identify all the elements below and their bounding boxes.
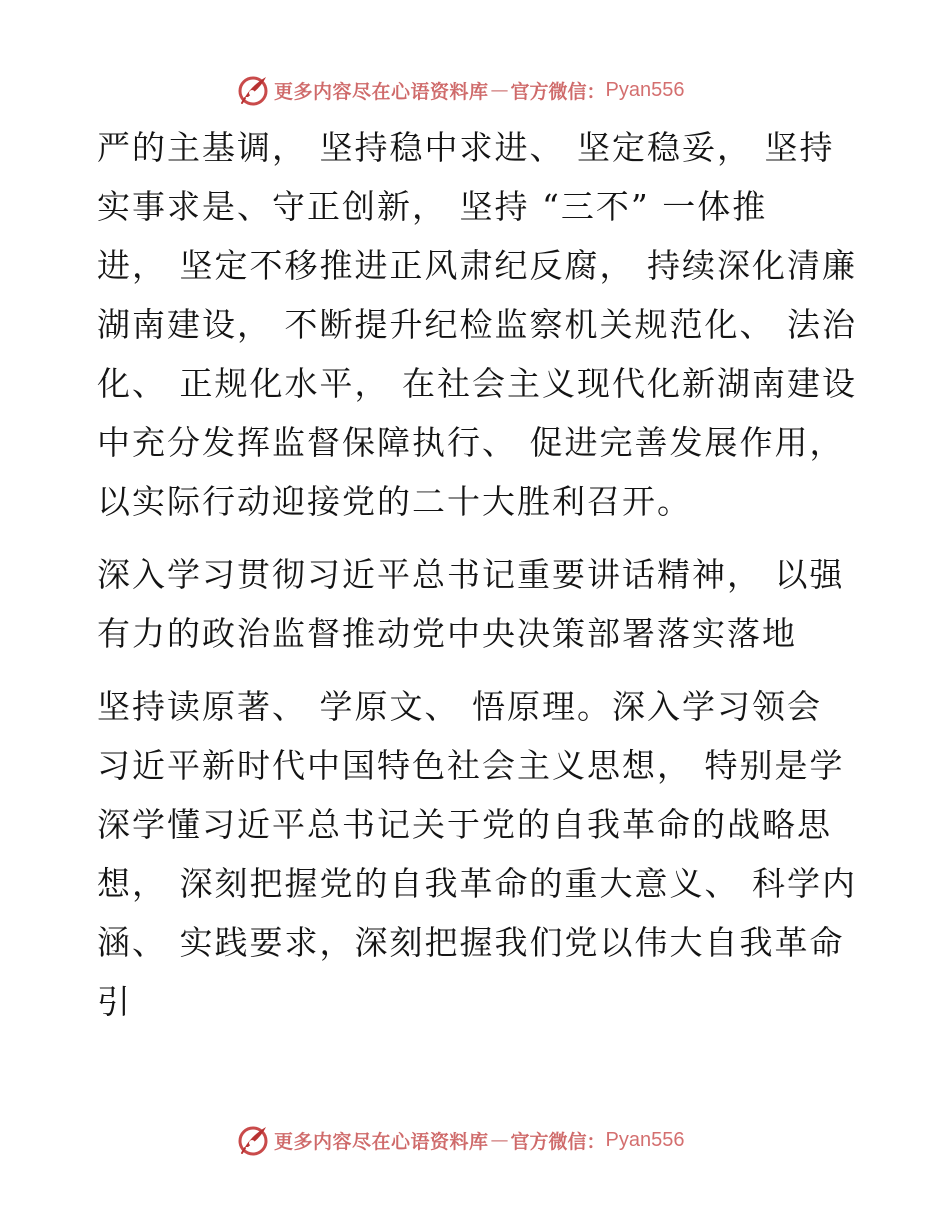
paragraph-1: 严的主基调， 坚持稳中求进、 坚定稳妥， 坚持 实事求是、守正创新， 坚持 “三不” 一体推 进， 坚定不移推进正风肃纪反腐， 持续深化清廉 湖南建设， 不断提升纪检监察机关规范化、 法治 化、 正规化水平， 在社会主义现代化新湖南建设 中充分发挥监督保障执行、 促进完善发展作用， 以实际行动迎接党的二十大胜利召开。: [97, 128, 857, 521]
banner-wechat-label: 官方微信：: [510, 1130, 606, 1153]
banner-wechat-id: Pyan556: [605, 1128, 685, 1151]
feather-pen-circle-icon: [236, 73, 270, 107]
footer-watermark-banner: [236, 1123, 756, 1157]
banner-separator: —: [490, 79, 509, 101]
feather-pen-circle-icon: [236, 1123, 270, 1157]
banner-text: 更多内容尽在心语资料库: [274, 80, 489, 103]
banner-wechat-id: Pyan556: [605, 78, 685, 101]
banner-wechat-label: 官方微信：: [510, 80, 606, 103]
banner-separator: —: [490, 1129, 509, 1151]
document-body: [97, 118, 857, 1031]
paragraph-2-heading: 深入学习贯彻习近平总书记重要讲话精神， 以强 有力的政治监督推动党中央决策部署落实落地: [97, 555, 845, 653]
banner-text: 更多内容尽在心语资料库: [274, 1130, 489, 1153]
header-watermark-banner: [236, 73, 756, 107]
paragraph-3: 坚持读原著、 学原文、 悟原理。深入学习领会 习近平新时代中国特色社会主义思想， 特别是学 深学懂习近平总书记关于党的自我革命的战略思 想， 深刻把握党的自我革命的重大意义、 科学内 涵、 实践要求，深刻把握我们党以伟大自我革命 引: [97, 687, 857, 1021]
